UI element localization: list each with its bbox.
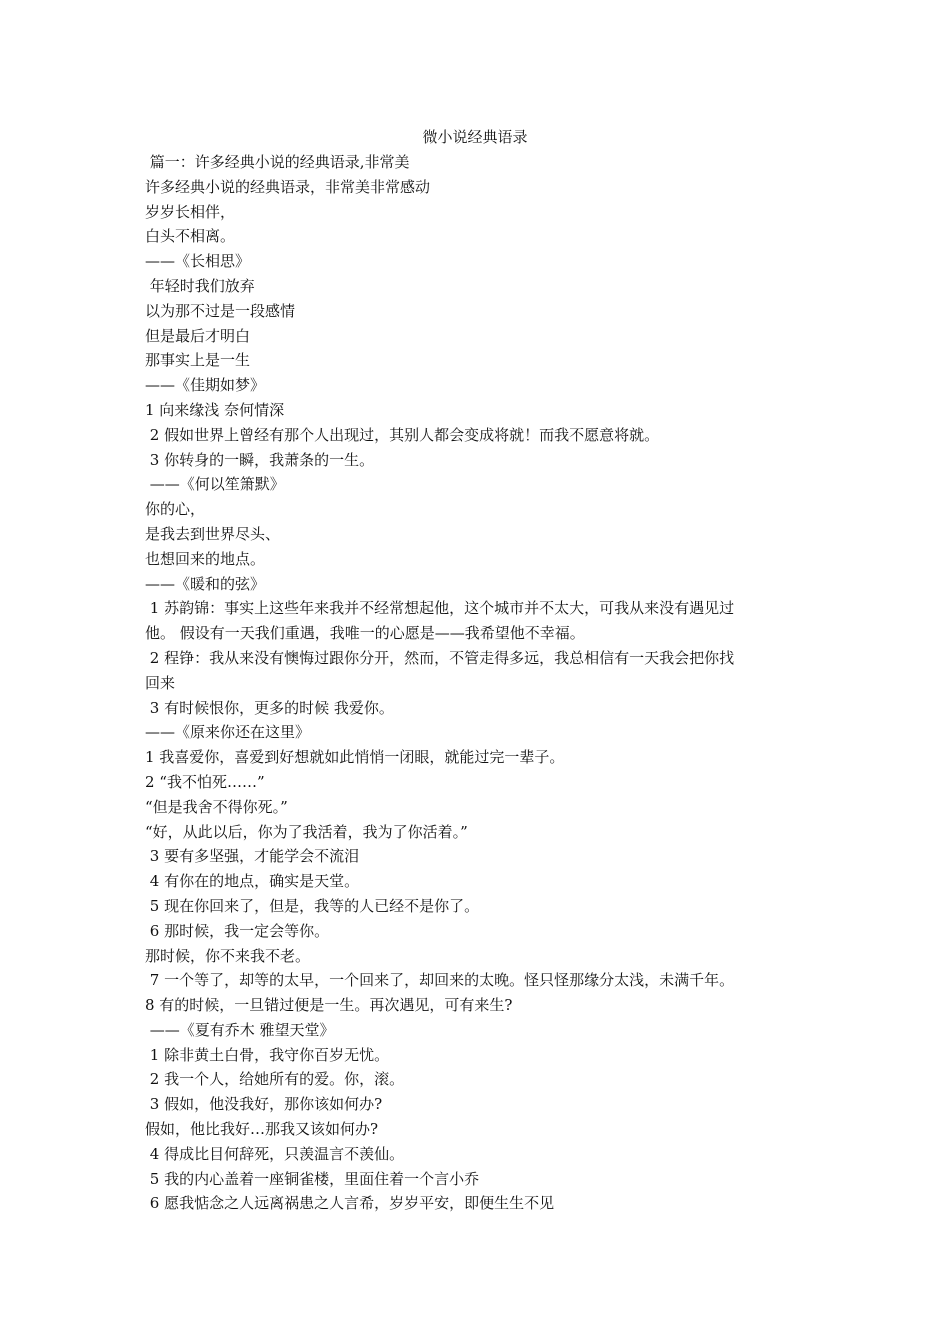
text-line: 2 “我不怕死……” xyxy=(145,772,265,791)
text-line: 是我去到世界尽头、 xyxy=(145,524,281,543)
text-line: 7 一个等了，却等的太早，一个回来了，却回来的太晚。怪只怪那缘分太浅，未满千年。 xyxy=(145,971,735,990)
text-line: 1 向来缘浅 奈何情深 xyxy=(145,400,285,419)
text-line: 许多经典小说的经典语录，非常美非常感动 xyxy=(145,177,431,196)
text-line: 2 程铮：我从来没有懊悔过跟你分开，然而，不管走得多远，我总相信有一天我会把你找 xyxy=(145,648,735,667)
text-line: 但是最后才明白 xyxy=(145,326,251,345)
text-line: ——《何以笙箫默》 xyxy=(145,475,285,494)
text-line: ——《夏有乔木 雅望天堂》 xyxy=(145,1020,335,1039)
text-line: “但是我舍不得你死。” xyxy=(145,797,288,816)
text-line: 2 我一个人，给她所有的爱。你，滚。 xyxy=(145,1070,405,1089)
text-line: ——《暖和的弦》 xyxy=(145,574,266,593)
document-body xyxy=(145,150,810,1216)
text-line: 3 要有多坚强，才能学会不流泪 xyxy=(145,847,360,866)
text-line: 1 我喜爱你，喜爱到好想就如此悄悄一闭眼，就能过完一辈子。 xyxy=(145,748,565,767)
document-title: 微小说经典语录 xyxy=(422,128,528,146)
text-line: ——《原来你还在这里》 xyxy=(145,723,311,742)
text-line: 4 得成比目何辞死，只羡温言不羡仙。 xyxy=(145,1144,405,1163)
text-line: 白头不相离。 xyxy=(145,227,236,246)
text-line: 5 现在你回来了，但是，我等的人已经不是你了。 xyxy=(145,896,480,915)
text-line: 那事实上是一生 xyxy=(145,351,251,370)
text-line: 他。 假设有一天我们重遇，我唯一的心愿是——我希望他不幸福。 xyxy=(145,624,585,643)
text-line: 年轻时我们放弃 xyxy=(145,276,255,295)
text-line: 4 有你在的地点，确实是天堂。 xyxy=(145,872,360,891)
text-line: 岁岁长相伴， xyxy=(145,202,236,221)
text-line: “好，从此以后，你为了我活着，我为了你活着。” xyxy=(145,822,468,841)
text-line: 3 假如，他没我好，那你该如何办? xyxy=(145,1095,383,1114)
text-line: 5 我的内心盖着一座铜雀楼，里面住着一个言小乔 xyxy=(145,1169,480,1188)
text-line: 篇一：许多经典小说的经典语录,非常美 xyxy=(145,153,410,171)
text-line: 6 愿我惦念之人远离祸患之人言希，岁岁平安，即便生生不见 xyxy=(145,1194,555,1213)
text-line: 回来 xyxy=(145,673,176,692)
text-line: 6 那时候，我一定会等你。 xyxy=(145,921,330,940)
text-line: 假如，他比我好…那我又该如何办? xyxy=(145,1120,379,1139)
text-line: 2 假如世界上曾经有那个人出现过，其别人都会变成将就！而我不愿意将就。 xyxy=(145,425,660,444)
text-line: 1 除非黄土白骨，我守你百岁无忧。 xyxy=(145,1045,390,1064)
text-line: 也想回来的地点。 xyxy=(145,549,266,568)
text-line: ——《佳期如梦》 xyxy=(145,376,266,395)
text-line: 1 苏韵锦：事实上这些年来我并不经常想起他，这个城市并不太大，可我从来没有遇见过 xyxy=(145,599,735,618)
text-line: 你的心， xyxy=(145,500,206,519)
text-line: 那时候，你不来我不老。 xyxy=(145,946,311,965)
text-line: 8 有的时候，一旦错过便是一生。再次遇见，可有来生? xyxy=(145,996,513,1015)
text-line: 3 你转身的一瞬，我萧条的一生。 xyxy=(145,450,375,469)
text-line: 以为那不过是一段感情 xyxy=(145,301,296,320)
text-line: 3 有时候恨你，更多的时候 我爱你。 xyxy=(145,698,394,717)
text-line: ——《长相思》 xyxy=(145,252,251,271)
